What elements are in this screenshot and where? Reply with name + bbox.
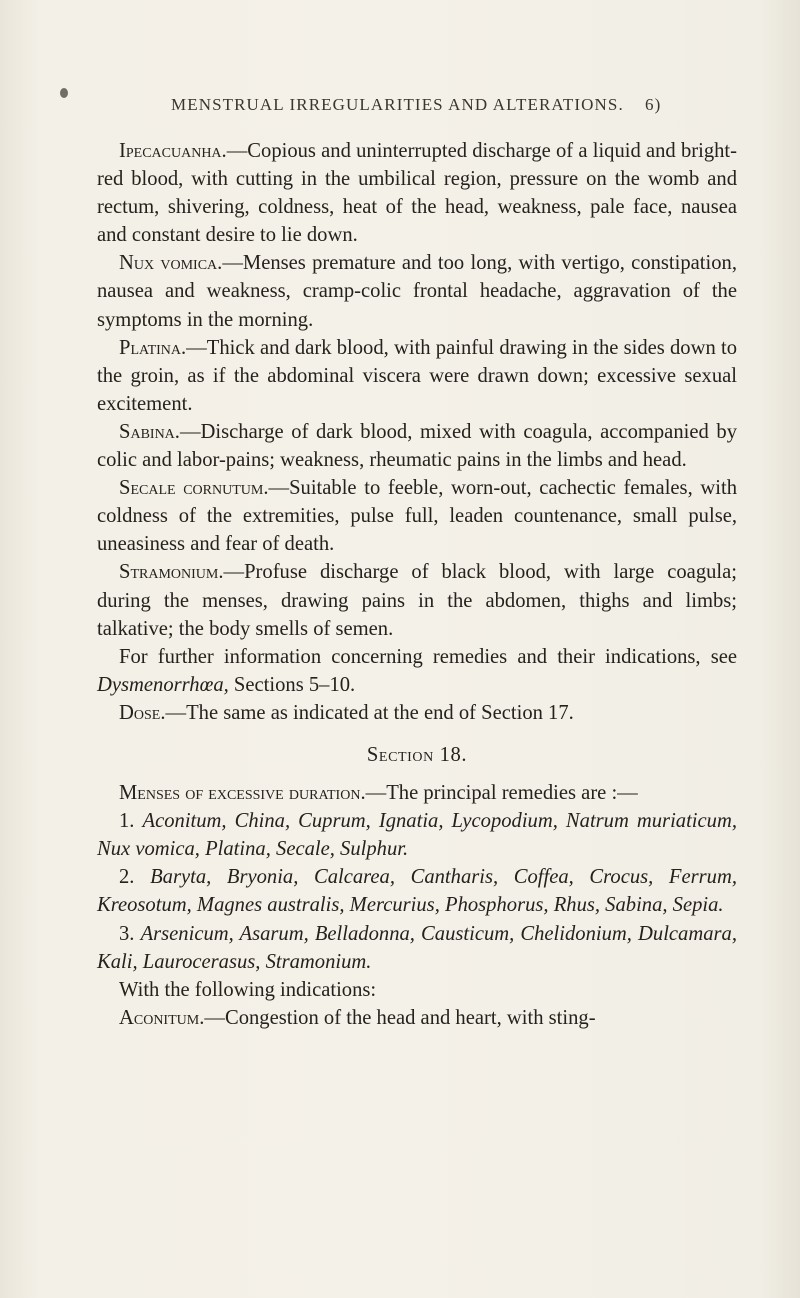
further-information (97, 643, 737, 699)
cross-reference: Dysmenorrhœa, (97, 673, 229, 696)
section-intro (97, 779, 737, 807)
remedy-name: Sabina. (119, 420, 180, 443)
list-number: 1. (119, 810, 135, 833)
remedy-name: Ipecacuanha. (119, 140, 227, 162)
list-number: 2. (119, 866, 135, 889)
remedy-text: —Profuse discharge of black blood, with large coagula; during the menses, drawing pains in the abdomen, thighs and limbs; talkative; the body smells of semen. (97, 561, 737, 640)
remedy-name: Stramonium. (119, 561, 224, 584)
running-title: MENSTRUAL IRREGULARITIES AND ALTERATIONS. (171, 95, 624, 114)
list-remedies: Aconitum, China, Cuprum, Ignatia, Lycopodium, Natrum muriaticum, Nux vomica, Platina, Secale, Sulphur. (97, 810, 737, 861)
section-subject: Menses of excessive duration. (119, 782, 366, 805)
entry-sabina (97, 418, 737, 474)
section-intro-text: —The principal remedies are :— (365, 782, 638, 805)
entry-aconitum (97, 1004, 737, 1032)
following-indications: With the following indications: (119, 978, 377, 1001)
entry-nux-vomica (97, 249, 737, 333)
remedy-text: —Copious and uninterrupted discharge of a liquid and bright-red blood, with cutting in the umbilical region, pressure on the womb and rectum, shivering, coldness, heat of the head, weakness, pale face, nausea and constant desire to lie down. (97, 140, 737, 247)
dose-label: Dose. (119, 701, 166, 724)
list-item (97, 920, 737, 976)
entry-dose (97, 699, 737, 727)
remedy-name: Secale cornutum. (119, 477, 269, 500)
dose-text: —The same as indicated at the end of Section 17. (165, 701, 574, 724)
list-remedies: Baryta, Bryonia, Calcarea, Cantharis, Coffea, Crocus, Ferrum, Kreosotum, Magnes australis, Mercurius, Phosphorus, Rhus, Sabina, Sepia. (97, 866, 737, 917)
ink-blot (60, 88, 68, 98)
list-remedies: Arsenicum, Asarum, Belladonna, Causticum, Chelidonium, Dulcamara, Kali, Laurocerasus, Stramonium. (97, 922, 737, 973)
remedy-name: Platina. (119, 336, 187, 359)
running-header (171, 95, 731, 115)
entry-ipecacuanha (97, 137, 737, 249)
remedy-text: —Thick and dark blood, with painful drawing in the sides down to the groin, as if the abdominal viscera were drawn down; excessive sexual excitement. (97, 336, 737, 415)
section-heading: Section 18. (366, 743, 468, 766)
remedy-list (97, 807, 737, 976)
list-item (97, 863, 737, 919)
remedy-name: Nux vomica. (119, 252, 223, 275)
entry-secale (97, 474, 737, 558)
page-number: 6) (645, 95, 662, 114)
remedy-text: —Menses premature and too long, with vertigo, constipation, nausea and weakness, cramp-colic frontal headache, aggravation of the symptoms in the morning. (97, 252, 737, 331)
entry-stramonium (97, 558, 737, 642)
list-number: 3. (119, 922, 135, 945)
further-text-after: Sections 5–10. (228, 673, 356, 696)
remedy-text: —Suitable to feeble, worn-out, cachectic females, with coldness of the extremities, pulse full, leaden countenance, small pulse, uneasiness and fear of death. (97, 477, 737, 556)
list-item (97, 807, 737, 863)
remedy-name: Aconitum. (119, 1006, 205, 1029)
remedy-text: —Congestion of the head and heart, with sting- (204, 1006, 596, 1029)
page-body (97, 137, 737, 1032)
further-text-before: For further information concerning remedies and their indications, see (119, 645, 737, 668)
entry-platina (97, 334, 737, 418)
remedy-text: —Discharge of dark blood, mixed with coagula, accompanied by colic and labor-pains; weakness, rheumatic pains in the limbs and head. (97, 420, 737, 472)
